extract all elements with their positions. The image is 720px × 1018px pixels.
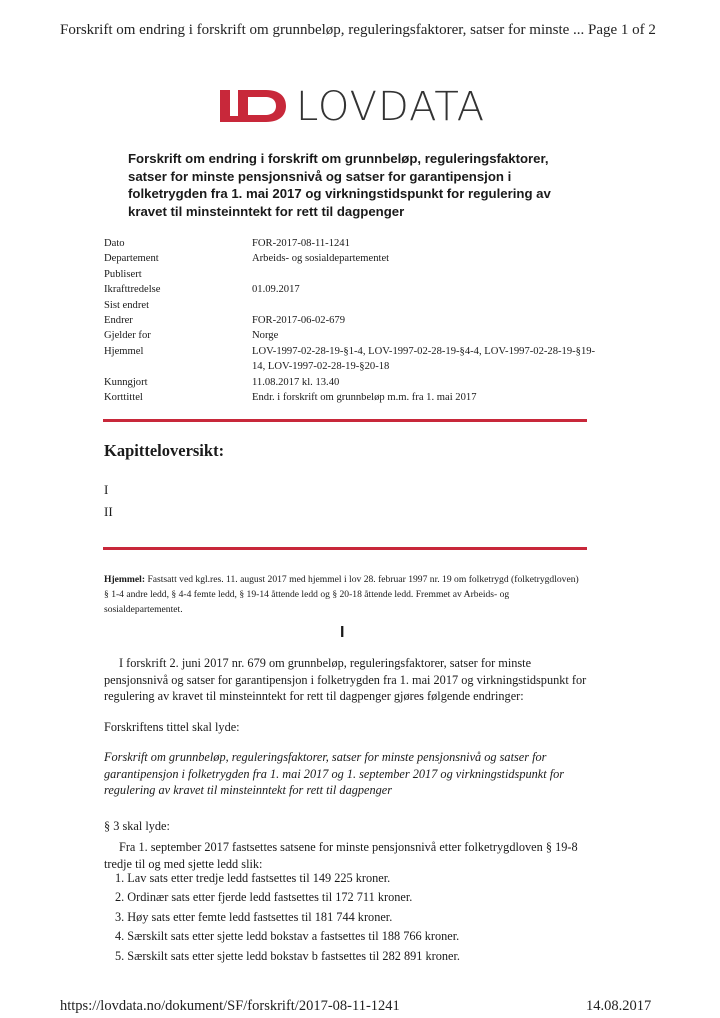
new-title-text: Forskrift om grunnbeløp, reguleringsfaktorer, satser for minste pensjonsnivå og satser for garantipensjon i folketrygden fra 1. mai 2017 og 1. september 2017 og virkningstidspunkt for regulering av kravet til minsteinntekt for rett til dagpenger: [104, 750, 565, 798]
metadata-key: Dato: [104, 238, 125, 249]
lovdata-logo-mark-icon: [220, 90, 290, 122]
metadata-value: LOV-1997-02-28-19-§1-4, LOV-1997-02-28-19-§4-4, LOV-1997-02-28-19-§19-14, LOV-1997-02-28-19-§20-18: [252, 345, 596, 373]
metadata-row: [104, 344, 604, 375]
title-label: Forskriftens tittel skal lyde:: [104, 720, 240, 734]
list-item: 1. Lav sats etter tredje ledd fastsettes til 149 225 kroner.: [115, 871, 391, 885]
list-item: 3. Høy sats etter femte ledd fastsettes til 181 744 kroner.: [115, 909, 393, 924]
divider-line: [103, 419, 587, 422]
paragraph-3-label: § 3 skal lyde:: [104, 819, 170, 833]
metadata-row: [104, 236, 604, 251]
hjemmel-note: [104, 572, 584, 617]
hjemmel-label: Hjemmel:: [104, 574, 146, 585]
rate-list: [115, 869, 460, 966]
metadata-value: Endr. i forskrift om grunnbeløp m.m. fra 1. mai 2017: [252, 392, 477, 404]
lovdata-logo-text: LOVDATA: [296, 84, 486, 130]
metadata-value: [252, 267, 604, 282]
metadata-value: FOR-2017-06-02-679: [252, 315, 345, 327]
list-item: 4. Særskilt sats etter sjette ledd bokstav a fastsettes til 188 766 kroner.: [115, 929, 460, 944]
document-title: Forskrift om endring i forskrift om grunnbeløp, reguleringsfaktorer, satser for minste pensjonsnivå og satser for garantipensjon i folketrygden fra 1. mai 2017 og virkningstidspunkt for regulering av kravet til minsteinntekt for rett til dagpenger: [128, 151, 551, 219]
chapter-link-ii[interactable]: II: [104, 504, 113, 519]
metadata-key: Endrer: [104, 315, 133, 327]
paragraph-3-intro: Fra 1. september 2017 fastsettes satsene for minste pensjonsnivå etter folketrygdloven § 19-8 tredje til og med sjette ledd slik:: [104, 840, 578, 871]
metadata-row: [104, 375, 604, 390]
chapter-overview-heading: Kapitteloversikt:: [104, 441, 225, 460]
metadata-key: Departement: [104, 253, 159, 265]
list-item: 5. Særskilt sats etter sjette ledd bokstav b fastsettes til 282 891 kroner.: [115, 948, 460, 963]
hjemmel-text: Fastsatt ved kgl.res. 11. august 2017 med hjemmel i lov 28. februar 1997 nr. 19 om folketrygd (folketrygdloven) § 1-4 andre ledd, § 4-4 femte ledd, § 19-14 åttende ledd og § 20-18 åttende ledd. Fremmet av Arbeids- og sosialdepartementet.: [104, 574, 579, 615]
lovdata-logo: [220, 84, 520, 130]
metadata-key: Ikrafttredelse: [104, 284, 161, 296]
metadata-key: Korttittel: [104, 392, 143, 404]
metadata-key: Sist endret: [104, 299, 150, 311]
page-number: Page 1 of 2: [588, 22, 656, 38]
metadata-value: [252, 298, 604, 313]
metadata-row: [104, 390, 604, 405]
divider-line: [103, 547, 587, 550]
chapter-link-i[interactable]: I: [104, 482, 109, 497]
footer-date: 14.08.2017: [586, 998, 652, 1014]
metadata-value: Norge: [252, 330, 279, 342]
metadata-key: Hjemmel: [104, 345, 144, 357]
footer-url: https://lovdata.no/dokument/SF/forskrift/2017-08-11-1241: [60, 998, 400, 1014]
print-header-title: Forskrift om endring i forskrift om grunnbeløp, reguleringsfaktorer, satser for minste ...: [60, 22, 585, 38]
intro-paragraph: I forskrift 2. juni 2017 nr. 679 om grunnbeløp, reguleringsfaktorer, satser for minste pensjonsnivå og satser for garantipensjon i folketrygden fra 1. mai 2017 og virkningstidspunkt for regulering av kravet til minsteinntekt for rett til dagpenger gjøres følgende endringer:: [104, 656, 587, 704]
section-heading: I: [340, 624, 345, 641]
metadata-key: Kunngjort: [104, 376, 148, 388]
metadata-value: 01.09.2017: [252, 284, 300, 296]
list-item: 2. Ordinær sats etter fjerde ledd fastsettes til 172 711 kroner.: [115, 890, 413, 905]
metadata-value: Arbeids- og sosialdepartementet: [252, 253, 390, 265]
metadata-value: FOR-2017-08-11-1241: [252, 238, 350, 249]
metadata-row: [104, 251, 604, 266]
metadata-table: [104, 236, 604, 405]
metadata-key: Gjelder for: [104, 330, 151, 342]
metadata-row: [104, 267, 604, 282]
metadata-row: [104, 282, 604, 297]
metadata-key: Publisert: [104, 268, 142, 280]
metadata-row: [104, 313, 604, 328]
metadata-value: 11.08.2017 kl. 13.40: [252, 376, 340, 388]
metadata-row: [104, 328, 604, 343]
metadata-row: [104, 298, 604, 313]
